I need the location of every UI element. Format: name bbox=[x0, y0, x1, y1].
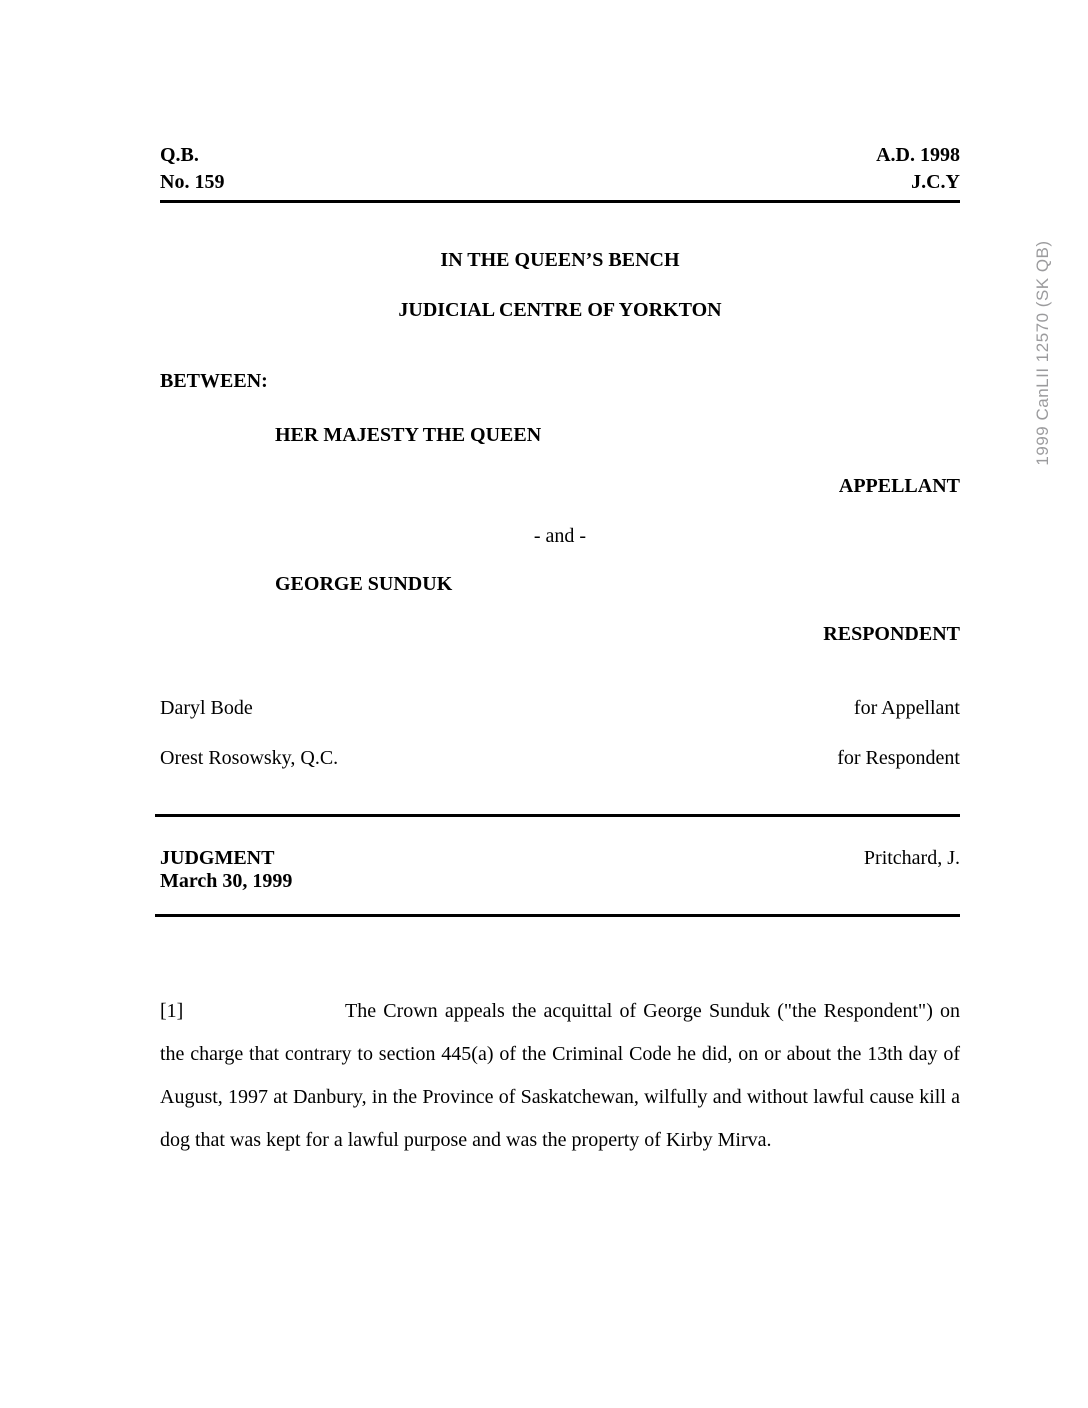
counsel-role: for Respondent bbox=[837, 747, 960, 769]
counsel-row-respondent bbox=[160, 746, 960, 770]
horizontal-divider-top bbox=[155, 814, 960, 817]
respondent-role-label: RESPONDENT bbox=[823, 623, 960, 645]
between-label: BETWEEN: bbox=[160, 370, 268, 392]
appellant-name: HER MAJESTY THE QUEEN bbox=[275, 424, 542, 446]
court-abbreviation: Q.B. bbox=[160, 144, 199, 166]
appellant-role-label: APPELLANT bbox=[838, 475, 960, 497]
judgment-date: March 30, 1999 bbox=[160, 870, 293, 892]
canlii-citation-watermark: 1999 CanLII 12570 (SK QB) bbox=[1033, 240, 1052, 466]
header-row-1 bbox=[160, 142, 960, 169]
paragraph-number: [1] bbox=[160, 1000, 184, 1022]
court-title: IN THE QUEEN’S BENCH bbox=[440, 249, 680, 271]
court-file-header bbox=[160, 142, 960, 203]
judge-name: Pritchard, J. bbox=[863, 847, 960, 869]
year-label: A.D. 1998 bbox=[876, 144, 960, 166]
paragraph-text: The Crown appeals the acquittal of George Sunduk ("the Respondent") on the charge that contrary to section 445(a) of the Criminal Code he did, on or about the 13th day of August, 1997 at Danbury, in the Province of Saskatchewan, wilfully and without lawful cause kill a dog that was kept for a lawful purpose and was the property of Kirby Mirva. bbox=[160, 1000, 960, 1151]
counsel-name: Orest Rosowsky, Q.C. bbox=[160, 747, 339, 769]
paragraph-1 bbox=[160, 990, 960, 1162]
parties-separator: - and - bbox=[533, 525, 587, 547]
judgment-label: JUDGMENT bbox=[160, 847, 275, 869]
judicial-centre-abbreviation: J.C.Y bbox=[911, 171, 960, 193]
counsel-name: Daryl Bode bbox=[160, 697, 253, 719]
respondent-name: GEORGE SUNDUK bbox=[275, 573, 453, 595]
header-row-2 bbox=[160, 169, 960, 196]
horizontal-divider-bottom bbox=[155, 914, 960, 917]
judgment-header-row bbox=[160, 846, 960, 870]
file-number: No. 159 bbox=[160, 171, 225, 193]
judicial-centre-title: JUDICIAL CENTRE OF YORKTON bbox=[398, 299, 722, 321]
counsel-role: for Appellant bbox=[853, 697, 960, 719]
counsel-row-appellant bbox=[160, 696, 960, 720]
